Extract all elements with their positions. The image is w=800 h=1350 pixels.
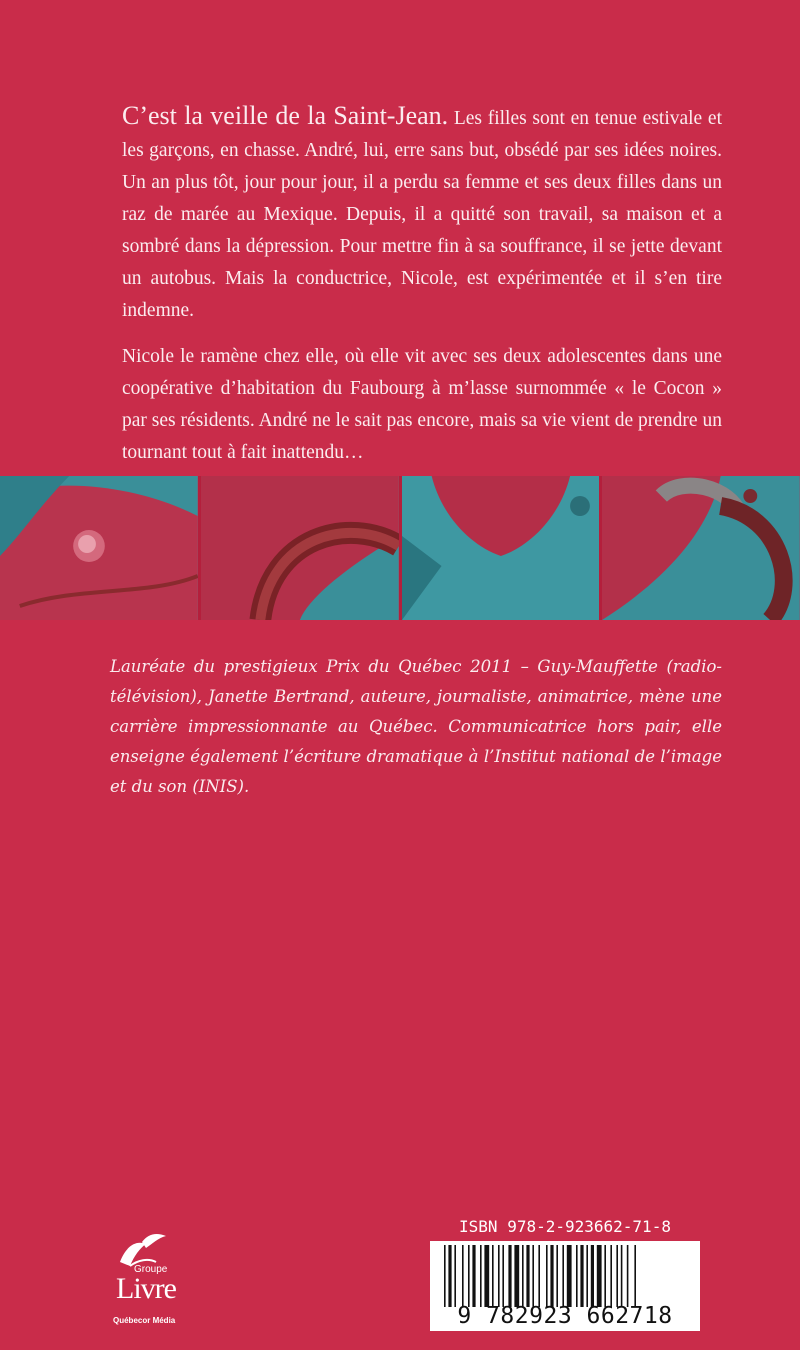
photo-tile-rivet <box>0 476 201 620</box>
photo-tile-knocker <box>602 476 800 620</box>
blurb-lead: C’est la veille de la Saint-Jean. <box>122 101 449 130</box>
barcode-bars <box>430 1245 700 1307</box>
photo-tile-heart <box>402 476 603 620</box>
blurb-paragraph-1-body: Les filles sont en tenue estivale et les garçons, en chasse. André, lui, erre sans but, obsédé par ses idées noires. Un an plus tôt, jour pour jour, il a perdu sa femme et ses deux filles dans un raz de marée au Mexique. Depuis, il a quitté son travail, sa maison et a sombré dans la dépression. Pour mettre fin à sa souffrance, il se jette devant un autobus. Mais la conductrice, Nicole, est expérimentée et il s’en tire indemne. <box>122 108 722 321</box>
back-cover-blurb <box>122 100 722 483</box>
blurb-paragraph-1 <box>122 100 722 327</box>
publisher-logo <box>98 1222 178 1332</box>
blurb-paragraph-2: Nicole le ramène chez elle, où elle vit avec ses deux adolescentes dans une coopérative d’habitation du Faubourg à m’lasse surnommée « le Cocon » par ses résidents. André ne le sait pas encore, mais sa vie vient de prendre un tournant tout à fait inattendu… <box>122 346 722 463</box>
isbn-barcode <box>430 1215 700 1335</box>
author-bio: Lauréate du prestigieux Prix du Québec 2011 – Guy-Mauffette (radio-télévision), Janette Bertrand, auteure, journaliste, animatrice, mène une carrière impressionnante au Québec. Communicatrice hors pair, elle enseigne également l’écriture dramatique à l’Institut national de l’image et du son (INIS). <box>110 657 722 796</box>
door-photo-strip <box>0 476 800 620</box>
publisher-groupe: Groupe <box>134 1264 168 1275</box>
barcode-panel <box>430 1241 700 1331</box>
barcode-digits: 9 782923 662718 <box>457 1303 673 1329</box>
publisher-livre: Livre <box>116 1272 176 1305</box>
publisher-media: Québecor Média <box>113 1316 176 1325</box>
photo-tile-ring <box>201 476 402 620</box>
isbn-label: ISBN 978-2-923662-71-8 <box>459 1217 671 1236</box>
